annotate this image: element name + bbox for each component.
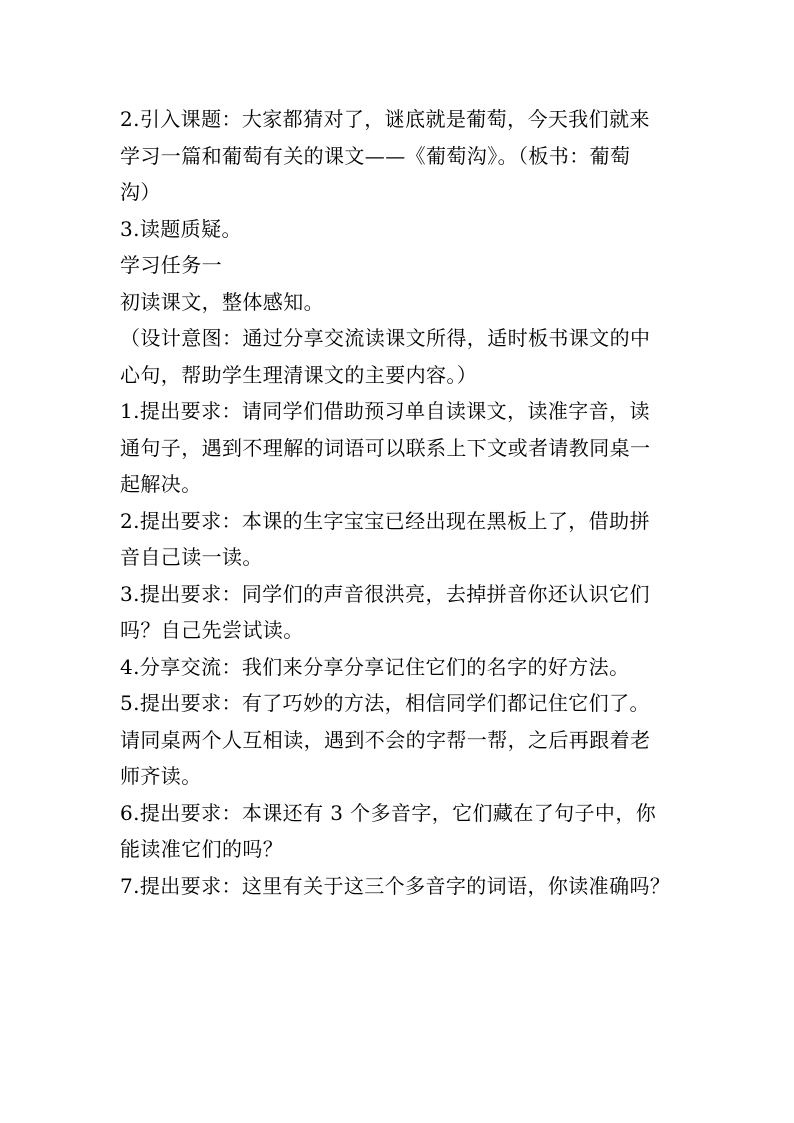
text-line: 吗？自己先尝试读。 xyxy=(120,618,304,642)
section-heading: 学习任务一 xyxy=(120,253,222,277)
text-line: 心句，帮助学生理清课文的主要内容。） xyxy=(120,362,478,387)
text-line: 请同桌两个人互相读，遇到不会的字帮一帮，之后再跟着老 xyxy=(120,727,651,752)
text-line: 通句子，遇到不理解的词语可以联系上下文或者请教同桌一 xyxy=(120,435,651,460)
text-line: 3.读题质疑。 xyxy=(120,216,242,241)
text-line: 7.提出要求：这里有关于这三个多音字的词语，你读准确吗？ xyxy=(120,873,671,898)
text-line: 4.分享交流：我们来分享分享记住它们的名字的好方法。 xyxy=(120,654,630,679)
text-line: 能读准它们的吗？ xyxy=(120,837,284,861)
document-body xyxy=(120,101,695,904)
text-line: 2.提出要求：本课的生字宝宝已经出现在黑板上了，借助拼 xyxy=(120,508,650,533)
text-line: 5.提出要求：有了巧妙的方法，相信同学们都记住它们了。 xyxy=(120,691,650,715)
text-line: 学习一篇和葡萄有关的课文——《葡萄沟》。（板书：葡萄 xyxy=(120,143,631,168)
text-line: 6.提出要求：本课还有 3 个多音字，它们藏在了句子中，你 xyxy=(120,800,657,825)
text-line: 音自己读一读。 xyxy=(120,545,263,569)
text-line: 初读课文，整体感知。 xyxy=(120,289,324,314)
text-line: （设计意图：通过分享交流读课文所得，适时板书课文的中 xyxy=(120,326,651,350)
text-line: 沟） xyxy=(120,180,161,204)
text-line: 师齐读。 xyxy=(120,764,202,788)
text-line: 起解决。 xyxy=(120,472,202,496)
text-line: 3.提出要求：同学们的声音很洪亮，去掉拼音你还认识它们 xyxy=(120,581,650,606)
text-line: 1.提出要求：请同学们借助预习单自读课文，读准字音，读 xyxy=(120,399,650,423)
text-line: 2.引入课题：大家都猜对了，谜底就是葡萄，今天我们就来 xyxy=(120,107,650,131)
